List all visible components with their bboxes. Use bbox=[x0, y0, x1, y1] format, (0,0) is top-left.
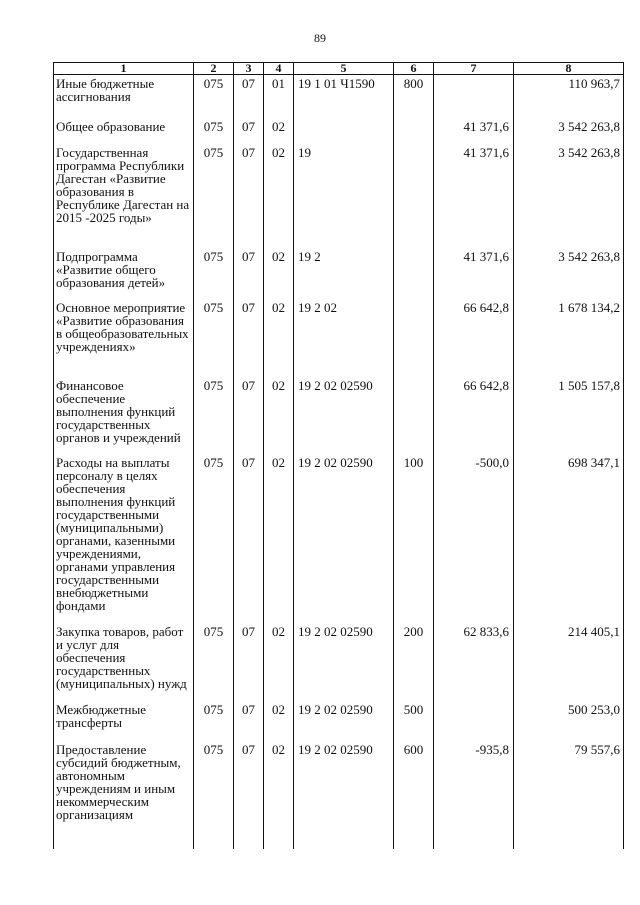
header-col-5: 5 bbox=[294, 63, 394, 75]
row-section: 07 bbox=[234, 454, 264, 623]
page-number: 89 bbox=[314, 31, 326, 45]
table-row bbox=[54, 299, 624, 377]
header-col-2: 2 bbox=[194, 63, 234, 75]
row-name: Финансовое обеспечение выполнения функций государственных органов и учреждений bbox=[54, 377, 194, 454]
row-name: Предоставление субсидий бюджетным, автономным учреждениям и иным некоммерческим организациям bbox=[54, 741, 194, 849]
row-expense-type: 200 bbox=[394, 623, 434, 701]
row-name: Подпрограмма «Развитие общего образования детей» bbox=[54, 248, 194, 299]
row-section: 07 bbox=[234, 741, 264, 849]
row-name: Расходы на выплаты персоналу в целях обеспечения выполнения функций государственными (муниципальными) органами, казенными учреждениями, органами управления государственными внебюджетными фондами bbox=[54, 454, 194, 623]
row-target-article: 19 2 bbox=[294, 248, 394, 299]
row-ministry-code: 075 bbox=[194, 701, 234, 741]
table-row bbox=[54, 144, 624, 248]
header-col-3: 3 bbox=[234, 63, 264, 75]
row-total-amount: 1 505 157,8 bbox=[514, 377, 624, 454]
row-name: Закупка товаров, работ и услуг для обеспечения государственных (муниципальных) нужд bbox=[54, 623, 194, 701]
row-section: 07 bbox=[234, 118, 264, 144]
row-name: Основное мероприятие «Развитие образования в общеобразовательных учреждениях» bbox=[54, 299, 194, 377]
row-ministry-code: 075 bbox=[194, 623, 234, 701]
row-change-amount: 41 371,6 bbox=[434, 248, 514, 299]
row-section: 07 bbox=[234, 377, 264, 454]
row-expense-type bbox=[394, 144, 434, 248]
row-total-amount: 79 557,6 bbox=[514, 741, 624, 849]
header-col-7: 7 bbox=[434, 63, 514, 75]
row-total-amount: 110 963,7 bbox=[514, 75, 624, 118]
row-change-amount bbox=[434, 701, 514, 741]
row-total-amount: 3 542 263,8 bbox=[514, 118, 624, 144]
row-expense-type: 500 bbox=[394, 701, 434, 741]
row-total-amount: 1 678 134,2 bbox=[514, 299, 624, 377]
row-target-article: 19 2 02 bbox=[294, 299, 394, 377]
row-total-amount: 3 542 263,8 bbox=[514, 144, 624, 248]
row-target-article: 19 bbox=[294, 144, 394, 248]
header-col-8: 8 bbox=[514, 63, 624, 75]
row-change-amount: 41 371,6 bbox=[434, 118, 514, 144]
row-section: 07 bbox=[234, 144, 264, 248]
budget-table bbox=[53, 62, 624, 849]
row-section: 07 bbox=[234, 248, 264, 299]
row-target-article: 19 1 01 Ч1590 bbox=[294, 75, 394, 118]
row-target-article: 19 2 02 02590 bbox=[294, 741, 394, 849]
row-name: Общее образование bbox=[54, 118, 194, 144]
row-subsection: 02 bbox=[264, 377, 294, 454]
row-expense-type: 100 bbox=[394, 454, 434, 623]
row-expense-type bbox=[394, 299, 434, 377]
row-target-article: 19 2 02 02590 bbox=[294, 377, 394, 454]
row-change-amount: -935,8 bbox=[434, 741, 514, 849]
row-total-amount: 214 405,1 bbox=[514, 623, 624, 701]
row-section: 07 bbox=[234, 623, 264, 701]
row-name: Государственная программа Республики Дагестан «Развитие образования в Республике Дагестан на 2015 -2025 годы» bbox=[54, 144, 194, 248]
row-ministry-code: 075 bbox=[194, 299, 234, 377]
row-ministry-code: 075 bbox=[194, 75, 234, 118]
row-ministry-code: 075 bbox=[194, 144, 234, 248]
row-ministry-code: 075 bbox=[194, 248, 234, 299]
table-row bbox=[54, 454, 624, 623]
table-row bbox=[54, 248, 624, 299]
row-target-article: 19 2 02 02590 bbox=[294, 454, 394, 623]
row-section: 07 bbox=[234, 701, 264, 741]
row-subsection: 02 bbox=[264, 248, 294, 299]
row-subsection: 02 bbox=[264, 454, 294, 623]
table-row bbox=[54, 623, 624, 701]
row-subsection: 02 bbox=[264, 701, 294, 741]
table-row bbox=[54, 75, 624, 118]
row-ministry-code: 075 bbox=[194, 454, 234, 623]
row-expense-type bbox=[394, 377, 434, 454]
table-header-row bbox=[54, 63, 624, 75]
row-subsection: 02 bbox=[264, 144, 294, 248]
row-subsection: 02 bbox=[264, 741, 294, 849]
row-name: Межбюджетные трансферты bbox=[54, 701, 194, 741]
row-expense-type: 600 bbox=[394, 741, 434, 849]
row-change-amount: 66 642,8 bbox=[434, 299, 514, 377]
row-ministry-code: 075 bbox=[194, 377, 234, 454]
row-total-amount: 500 253,0 bbox=[514, 701, 624, 741]
row-ministry-code: 075 bbox=[194, 741, 234, 849]
header-col-4: 4 bbox=[264, 63, 294, 75]
row-ministry-code: 075 bbox=[194, 118, 234, 144]
row-target-article: 19 2 02 02590 bbox=[294, 623, 394, 701]
row-change-amount bbox=[434, 75, 514, 118]
row-change-amount: 66 642,8 bbox=[434, 377, 514, 454]
row-change-amount: 41 371,6 bbox=[434, 144, 514, 248]
row-expense-type bbox=[394, 248, 434, 299]
header-col-6: 6 bbox=[394, 63, 434, 75]
row-expense-type: 800 bbox=[394, 75, 434, 118]
header-col-1: 1 bbox=[54, 63, 194, 75]
row-expense-type bbox=[394, 118, 434, 144]
table-row bbox=[54, 701, 624, 741]
row-subsection: 01 bbox=[264, 75, 294, 118]
table-row bbox=[54, 741, 624, 849]
row-section: 07 bbox=[234, 299, 264, 377]
row-target-article bbox=[294, 118, 394, 144]
table-row bbox=[54, 377, 624, 454]
row-subsection: 02 bbox=[264, 623, 294, 701]
row-subsection: 02 bbox=[264, 299, 294, 377]
row-change-amount: 62 833,6 bbox=[434, 623, 514, 701]
row-name: Иные бюджетные ассигнования bbox=[54, 75, 194, 118]
row-total-amount: 3 542 263,8 bbox=[514, 248, 624, 299]
row-target-article: 19 2 02 02590 bbox=[294, 701, 394, 741]
table-row bbox=[54, 118, 624, 144]
row-section: 07 bbox=[234, 75, 264, 118]
row-change-amount: -500,0 bbox=[434, 454, 514, 623]
row-total-amount: 698 347,1 bbox=[514, 454, 624, 623]
row-subsection: 02 bbox=[264, 118, 294, 144]
